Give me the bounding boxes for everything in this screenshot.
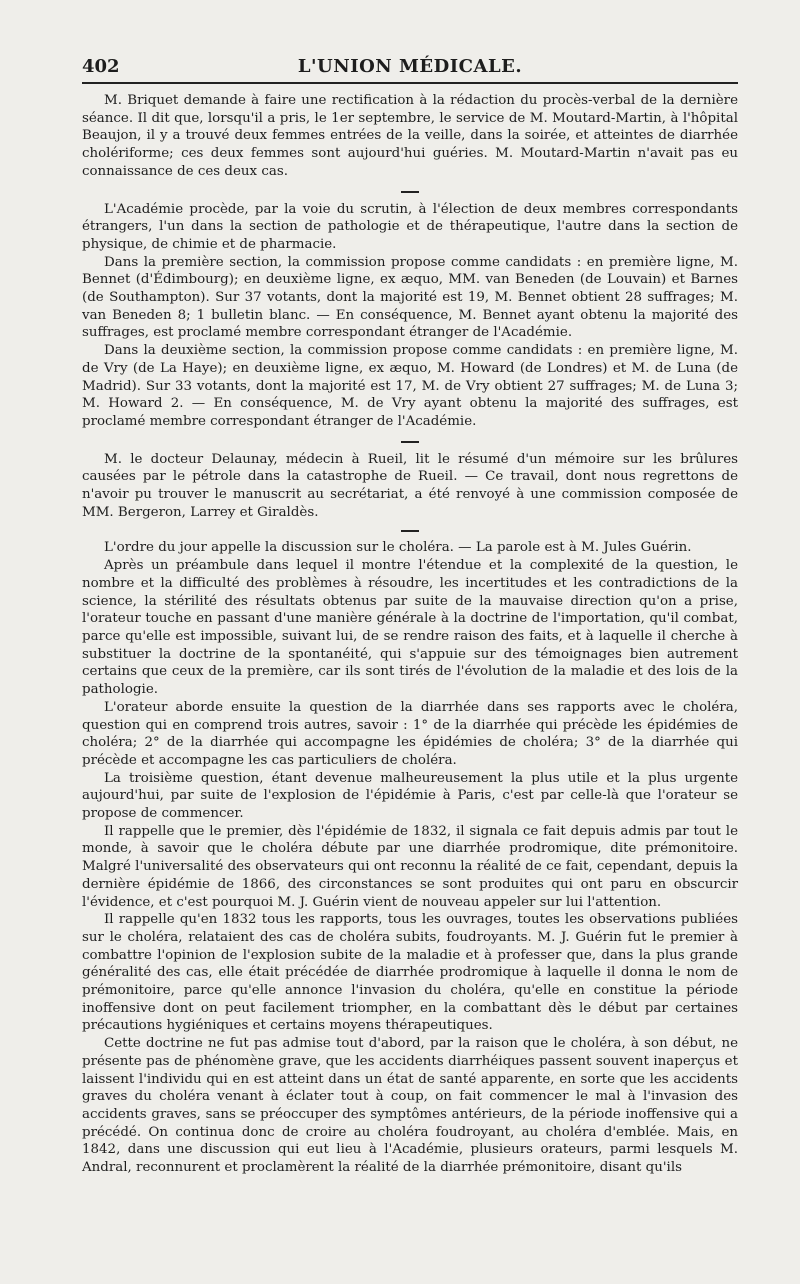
section-separator [401,530,419,532]
paragraph-1832-signal: Il rappelle que le premier, dès l'épidémie de 1832, il signala ce fait depuis admis par tout le monde, à savoir que le choléra débute par une diarrhée prodromique, dite prémonitoire. Malgré l'universalité des observateurs qui ont reconnu la réalité de ce fait, cependant, depuis la dernière épidémie de 1866, des circonstances se sont produites qui ont paru en obscurcir l'évidence, et c'est pourquoi M. J. Guérin vient de nouveau appeler sur lui l'attention. [82,823,738,910]
paragraph-second-section: Dans la deuxième section, la commission propose comme candidats : en première ligne, M. de Vry (de La Haye); en deuxième ligne, ex æquo, M. Howard (de Londres) et M. de Luna (de Madrid). Sur 33 votants, dont la majorité est 17, M. de Vry obtient 27 suffrages; M. de Luna 3; M. Howard 2. — En conséquence, M. de Vry ayant obtenu la majorité des suffrages, est proclamé membre correspondant étranger de l'Académie. [82,343,738,429]
paragraph-order-of-day: L'ordre du jour appelle la discussion sur le choléra. — La parole est à M. Jules Guérin. [104,540,692,556]
paragraph-preamble: Après un préambule dans lequel il montre l'étendue et la complexité de la question, le nombre et la difficulté des problèmes à résoudre, les incertitudes et les contradictions de la science, la stérilité des résultats obtenus par suite de la mauvaise direction qu'on a prise, l'orateur touche en passant d'une manière générale à la doctrine de l'importation, qu'il combat, parce qu'elle est impossible, suivant lui, de se rendre raison des faits, et à laquelle il cherche à substituer la doctrine de la spontanéité, qui s'appuie sur des témoignages bien autrement certains que ceux de la première, car ils sont tirés de l'évolution de la maladie et des lois de la pathologie. [82,558,738,698]
paragraph-doctrine: Cette doctrine ne fut pas admise tout d'abord, par la raison que le choléra, à son début, ne présente pas de phénomène grave, que les accidents diarrhéiques passent souvent inaperçus et laissent l'individu qui en est atteint dans un état de santé apparente, en sorte que les accidents graves du choléra venant à éclater tout à coup, on fait commencer le mal à l'invasion des accidents graves, sans se préoccuper des symptômes antérieurs, de la période inoffensive qui a précédé. On continua donc de croire au choléra foudroyant, au choléra d'emblée. Mais, en 1842, dans une discussion qui eut lieu à l'Académie, plusieurs orateurs, parmi lesquels M. Andral, reconnurent et proclamèrent la réalité de la diarrhée prémonitoire, disant qu'ils [82,1036,738,1176]
paragraph-third-question: La troisième question, étant devenue malheureusement la plus utile et la plus urgente aujourd'hui, par suite de l'explosion de l'épidémie à Paris, c'est par celle-là que l'orateur se propose de commencer. [82,770,738,822]
section-separator [401,191,419,193]
page-number: 402 [82,56,120,77]
paragraph-1832-reports: Il rappelle qu'en 1832 tous les rapports, tous les ouvrages, toutes les observations publiées sur le choléra, relataient des cas de choléra subits, foudroyants. M. J. Guérin fut le premier à combattre l'opinion de l'explosion subite de la maladie et à professer que, dans la plus grande généralité des cas, elle était précédée de diarrhée prodromique à laquelle il donna le nom de prémonitoire, parce qu'elle annonce l'invasion du choléra, qu'elle en constitue la période inoffensive dont on peut facilement triompher, en la combattant dès le début par certaines précautions hygiéniques et certains moyens thérapeutiques. [82,912,738,1034]
paragraph-briquet: M. Briquet demande à faire une rectification à la rédaction du procès-verbal de la dernière séance. Il dit que, lorsqu'il a pris, le 1er septembre, le service de M. Moutard-Martin, à l'hôpital Beaujon, il y a trouvé deux femmes entrées de la veille, dans la soirée, et atteintes de diarrhée cholériforme; ces deux femmes sont aujourd'hui guéries. M. Moutard-Martin n'avait pas eu connaissance de ces deux cas. [82,93,738,179]
section-separator [401,441,419,443]
paragraph-first-section: Dans la première section, la commission propose comme candidats : en première ligne, M. Bennet (d'Édimbourg); en deuxième ligne, ex æquo, MM. van Beneden (de Louvain) et Barnes (de Southampton). Sur 37 votants, dont la majorité est 19, M. Bennet obtient 28 suffrages; M. van Beneden 8; 1 bulletin blanc. — En conséquence, M. Bennet ayant obtenu la majorité des suffrages, est proclamé membre correspondant étranger de l'Académie. [82,254,738,341]
article-body [82,92,738,1177]
page-header [82,52,738,84]
paragraph-election: L'Académie procède, par la voie du scrutin, à l'élection de deux membres correspondants étrangers, l'un dans la section de pathologie et de thérapeutique, l'autre dans la section de physique, de chimie et de pharmacie. [82,201,738,252]
paragraph-delaunay: M. le docteur Delaunay, médecin à Rueil, lit le résumé d'un mémoire sur les brûlures causées par le pétrole dans la catastrophe de Rueil. — Ce travail, dont nous regrettons de n'avoir pu trouver le manuscrit au secrétariat, a été renvoyé à une commission composée de MM. Bergeron, Larrey et Giraldès. [82,451,738,520]
paragraph-diarrhea-question: L'orateur aborde ensuite la question de la diarrhée dans ses rapports avec le choléra, question qui en comprend trois autres, savoir : 1° de la diarrhée qui précède les épidémies de choléra; 2° de la diarrhée qui accompagne les épidémies de choléra; 3° de la diarrhée qui précède et accompagne les cas particuliers de choléra. [82,699,738,768]
journal-title: L'UNION MÉDICALE. [297,56,523,77]
